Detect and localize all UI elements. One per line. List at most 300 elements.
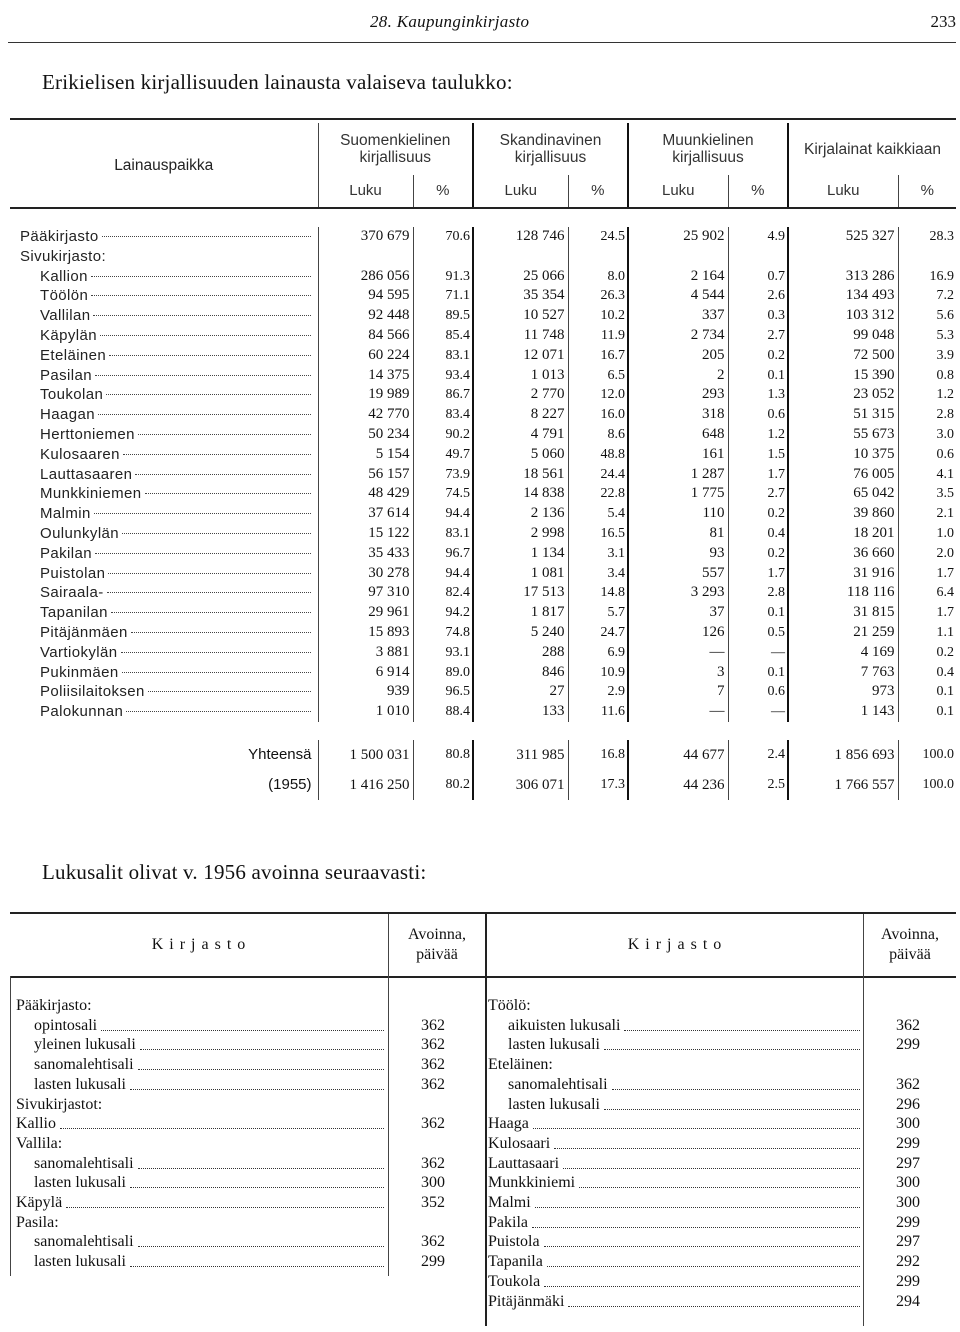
luku-cell: 31 916 <box>788 564 898 584</box>
pct-cell: 0.7 <box>728 267 788 287</box>
pct-cell: 91.3 <box>413 267 473 287</box>
leader-dots <box>533 1114 860 1129</box>
luku-cell: 18 561 <box>473 465 568 485</box>
place-name <box>10 445 318 465</box>
col-open-days-header-right <box>864 914 956 976</box>
luku-cell: 4 169 <box>788 643 898 663</box>
leader-dots <box>138 1232 384 1247</box>
table-row <box>10 544 956 564</box>
place-label: Sivukirjasto: <box>20 247 107 265</box>
pct-cell: 24.5 <box>568 227 628 247</box>
leader-dots <box>131 631 311 633</box>
pct-cell: 5.4 <box>568 504 628 524</box>
leader-dots <box>554 1134 860 1149</box>
luku-cell <box>318 247 413 267</box>
pct-cell: 89.5 <box>413 306 473 326</box>
luku-cell: 15 893 <box>318 623 413 643</box>
place-name <box>10 366 318 386</box>
leader-dots <box>130 1173 384 1188</box>
lending-table-body <box>10 208 956 800</box>
col-luku-header: Luku <box>788 175 898 208</box>
list-item-label: Munkkiniemi <box>488 1174 576 1192</box>
luku-cell: 286 056 <box>318 267 413 287</box>
place-name <box>10 623 318 643</box>
pct-cell <box>728 247 788 267</box>
luku-cell: 3 <box>628 663 728 683</box>
leader-dots <box>66 1193 384 1208</box>
pct-cell: 74.8 <box>413 623 473 643</box>
leader-dots <box>107 591 311 593</box>
pct-cell: 2.7 <box>728 484 788 504</box>
list-item-label: lasten lukusali <box>34 1253 126 1271</box>
list-item-label: Käpylä <box>16 1194 63 1211</box>
open-days-line2: päivää <box>416 946 458 963</box>
leader-dots <box>612 1075 860 1090</box>
luku-cell: 25 902 <box>628 227 728 247</box>
place-name <box>10 326 318 346</box>
luku-cell: 4 544 <box>628 286 728 306</box>
place-label: Palokunnan <box>40 703 124 721</box>
list-item-label: sanomalehtisali <box>508 1075 608 1093</box>
t2-divider <box>863 976 864 1326</box>
luku-cell: 128 746 <box>473 227 568 247</box>
luku-cell: 110 <box>628 504 728 524</box>
place-name <box>10 465 318 485</box>
pct-cell: 2.0 <box>936 545 955 561</box>
pct-cell: 3.5 <box>936 486 955 502</box>
list-item-label: Vallila: <box>16 1134 63 1152</box>
leader-dots <box>624 1016 860 1031</box>
pct-cell: 8.0 <box>568 267 628 287</box>
pct-cell: 1.7 <box>936 565 955 581</box>
luku-cell: 1 143 <box>788 702 898 722</box>
table-row <box>10 306 956 326</box>
pct-cell: 89.0 <box>413 663 473 683</box>
table1-heading: Erikielisen kirjallisuuden lainausta valaiseva taulukko: <box>42 70 513 94</box>
table-row <box>10 484 956 504</box>
luku-cell: 44 677 <box>628 740 728 770</box>
list-item-label: Sivukirjastot: <box>16 1095 103 1113</box>
leader-dots <box>148 690 311 692</box>
pct-cell: 2.6 <box>728 286 788 306</box>
col-group-scandinavian: Skandinavinen kirjallisuus <box>473 123 628 175</box>
leader-dots <box>579 1173 860 1188</box>
place-label: Pitäjänmäen <box>40 623 128 641</box>
table-row <box>10 385 956 405</box>
pct-cell: 3.9 <box>936 347 955 363</box>
luku-cell: 30 278 <box>318 564 413 584</box>
pct-cell: 16.9 <box>929 268 955 284</box>
pct-cell: 0.1 <box>936 704 955 720</box>
place-label: Malmin <box>40 505 91 523</box>
luku-cell: 60 224 <box>318 346 413 366</box>
pct-cell: 6.4 <box>936 585 955 601</box>
luku-cell: 76 005 <box>788 465 898 485</box>
t2-divider <box>485 976 487 1326</box>
luku-cell: 27 <box>473 682 568 702</box>
pct-cell: — <box>728 702 788 722</box>
leader-dots <box>123 453 311 455</box>
luku-cell: 648 <box>628 425 728 445</box>
leader-dots <box>121 651 311 653</box>
open-days-line2: päivää <box>889 946 931 963</box>
luku-cell: 51 315 <box>788 405 898 425</box>
table1-top-rule <box>10 118 956 120</box>
col-pct-header: % <box>728 175 788 208</box>
leader-dots <box>544 1272 860 1287</box>
place-label: Töölön <box>40 287 89 305</box>
table-row <box>10 405 956 425</box>
luku-cell: 103 312 <box>788 306 898 326</box>
leader-dots <box>93 314 311 316</box>
open-days-value: 299 <box>896 1134 920 1152</box>
luku-cell: 133 <box>473 702 568 722</box>
place-name <box>10 682 318 702</box>
list-item-label: lasten lukusali <box>508 1036 600 1054</box>
header-rule <box>8 42 956 43</box>
place-label: Vallilan <box>40 307 91 325</box>
pct-cell: 94.2 <box>413 603 473 623</box>
place-label: Munkkiniemen <box>40 485 142 503</box>
pct-cell <box>568 247 628 267</box>
luku-cell: 161 <box>628 445 728 465</box>
list-item-label: lasten lukusali <box>34 1075 126 1093</box>
luku-cell: 94 595 <box>318 286 413 306</box>
pct-cell: 16.8 <box>568 740 628 770</box>
place-name <box>10 346 318 366</box>
luku-cell: 1 817 <box>473 603 568 623</box>
pct-cell: 0.2 <box>728 504 788 524</box>
leader-dots <box>106 393 311 395</box>
luku-cell: 1 775 <box>628 484 728 504</box>
leader-dots <box>138 433 311 435</box>
pct-cell: 2.8 <box>936 407 955 423</box>
luku-cell: 5 154 <box>318 445 413 465</box>
place-label: Pakilan <box>40 544 92 562</box>
leader-dots <box>604 1035 860 1050</box>
luku-cell: 97 310 <box>318 583 413 603</box>
luku-cell: 15 122 <box>318 524 413 544</box>
luku-cell: 29 961 <box>318 603 413 623</box>
leader-dots <box>547 1252 860 1267</box>
place-name <box>10 643 318 663</box>
luku-cell: 2 136 <box>473 504 568 524</box>
luku-cell: 37 <box>628 603 728 623</box>
table-row <box>10 247 956 267</box>
place-label: Toukolan <box>40 386 104 404</box>
luku-cell: 35 354 <box>473 286 568 306</box>
pct-cell: 6.5 <box>568 366 628 386</box>
col-luku-header: Luku <box>473 175 568 208</box>
luku-cell: 2 770 <box>473 385 568 405</box>
lending-table <box>10 123 956 800</box>
leader-dots <box>122 532 311 534</box>
pct-cell: 5.7 <box>568 603 628 623</box>
pct-cell: 0.4 <box>728 524 788 544</box>
luku-cell: 2 734 <box>628 326 728 346</box>
table-row <box>10 465 956 485</box>
table-row <box>10 643 956 663</box>
table-row <box>10 663 956 683</box>
luku-cell: 118 116 <box>788 583 898 603</box>
pct-cell: 24.7 <box>568 623 628 643</box>
place-label: Vartiokylän <box>40 643 118 661</box>
luku-cell: 846 <box>473 663 568 683</box>
pct-cell: 48.8 <box>568 445 628 465</box>
luku-cell: 306 071 <box>473 770 568 800</box>
luku-cell: 17 513 <box>473 583 568 603</box>
col-luku-header: Luku <box>628 175 728 208</box>
pct-cell: 3.4 <box>568 564 628 584</box>
pct-cell: 1.7 <box>728 564 788 584</box>
pct-cell: 0.1 <box>728 366 788 386</box>
place-label: Pääkirjasto <box>20 228 99 245</box>
luku-cell: 525 327 <box>788 227 898 247</box>
luku-cell: 12 071 <box>473 346 568 366</box>
list-item-label: opintosali <box>34 1016 98 1034</box>
leader-dots <box>101 1016 384 1031</box>
leader-dots <box>111 611 311 613</box>
open-days-value: 300 <box>896 1174 920 1192</box>
luku-cell: 37 614 <box>318 504 413 524</box>
luku-cell: 65 042 <box>788 484 898 504</box>
place-label: Sairaala- <box>40 584 104 602</box>
spacer-row <box>10 722 956 740</box>
luku-cell: 44 236 <box>628 770 728 800</box>
table-row <box>10 623 956 643</box>
leader-dots <box>130 1075 384 1090</box>
pct-cell: 93.4 <box>413 366 473 386</box>
luku-cell: 1 766 557 <box>788 770 898 800</box>
luku-cell: — <box>628 643 728 663</box>
place-name <box>10 504 318 524</box>
open-days-value: 299 <box>896 1272 920 1290</box>
pct-cell: 17.3 <box>568 770 628 800</box>
list-item-label: Pasila: <box>16 1213 59 1231</box>
pct-cell: 1.7 <box>728 465 788 485</box>
total-label: Yhteensä <box>10 740 318 770</box>
leader-dots <box>60 1114 384 1129</box>
list-item-label: Töölö: <box>488 997 531 1014</box>
pct-cell: 0.8 <box>936 367 955 383</box>
luku-cell: 1 287 <box>628 465 728 485</box>
list-item-label: yleinen lukusali <box>34 1036 136 1054</box>
col-group-other: Muunkielinen kirjallisuus <box>628 123 788 175</box>
pct-cell: 28.3 <box>929 229 955 244</box>
list-item-label: Kulosaari <box>488 1134 551 1152</box>
pct-cell: 5.6 <box>936 308 955 324</box>
luku-cell: 6 914 <box>318 663 413 683</box>
luku-cell: 50 234 <box>318 425 413 445</box>
table-row <box>10 366 956 386</box>
luku-cell: 5 240 <box>473 623 568 643</box>
list-item-label: lasten lukusali <box>508 1095 600 1113</box>
pct-cell: 26.3 <box>568 286 628 306</box>
pct-cell: 0.2 <box>728 544 788 564</box>
leader-dots <box>122 671 311 673</box>
pct-cell: 0.4 <box>936 664 955 680</box>
col-open-days-header-left <box>389 914 487 976</box>
pct-cell: 16.5 <box>568 524 628 544</box>
pct-cell: 96.5 <box>413 682 473 702</box>
luku-cell: 1 081 <box>473 564 568 584</box>
col-luku-header: Luku <box>318 175 413 208</box>
pct-cell: 1.7 <box>936 605 955 621</box>
luku-cell: — <box>628 702 728 722</box>
luku-cell: 3 293 <box>628 583 728 603</box>
pct-cell: 86.7 <box>413 385 473 405</box>
place-name <box>10 544 318 564</box>
open-days-value: 299 <box>896 1213 920 1231</box>
table-row <box>10 702 956 722</box>
open-days-value: 294 <box>896 1292 920 1310</box>
pct-cell: 2.1 <box>936 506 955 522</box>
place-name <box>10 663 318 683</box>
pct-cell: 100.0 <box>922 776 955 792</box>
pct-cell: 7.2 <box>936 288 955 304</box>
place-label: Eteläinen <box>40 346 107 364</box>
luku-cell: 311 985 <box>473 740 568 770</box>
t2-divider <box>10 976 11 1276</box>
pct-cell: 3.1 <box>568 544 628 564</box>
list-item-label: Toukola <box>488 1272 541 1290</box>
luku-cell: 14 838 <box>473 484 568 504</box>
pct-cell: 71.1 <box>413 286 473 306</box>
open-days-line1: Avoinna, <box>881 926 939 943</box>
pct-cell: 4.1 <box>936 466 955 482</box>
pct-cell: 80.2 <box>413 770 473 800</box>
luku-cell: 205 <box>628 346 728 366</box>
luku-cell: 36 660 <box>788 544 898 564</box>
luku-cell: 35 433 <box>318 544 413 564</box>
pct-cell: 0.6 <box>936 446 955 462</box>
pct-cell: 83.1 <box>413 524 473 544</box>
luku-cell: 973 <box>788 682 898 702</box>
pct-cell <box>413 247 473 267</box>
list-item-label: Tapanila <box>488 1253 543 1271</box>
pct-cell: 94.4 <box>413 504 473 524</box>
pct-cell: 1.3 <box>728 385 788 405</box>
list-item-label: Puistola <box>488 1233 540 1251</box>
pct-cell: 88.4 <box>413 702 473 722</box>
pct-cell: 0.6 <box>728 682 788 702</box>
place-label: Tapanilan <box>40 604 108 622</box>
table-row <box>10 346 956 366</box>
pct-cell: 5.3 <box>936 327 955 343</box>
luku-cell: 18 201 <box>788 524 898 544</box>
pct-cell: 22.8 <box>568 484 628 504</box>
table-row <box>10 326 956 346</box>
total-row <box>10 740 956 770</box>
list-item-label: Pääkirjasto: <box>16 997 92 1014</box>
open-days-value: 297 <box>896 1154 920 1172</box>
list-item-label: Kallio <box>16 1115 56 1133</box>
pct-cell: 0.1 <box>728 663 788 683</box>
open-days-value: 352 <box>421 1194 445 1211</box>
open-days-value: 362 <box>421 1115 445 1133</box>
pct-cell: 2.7 <box>728 326 788 346</box>
leader-dots <box>138 1154 384 1169</box>
pct-cell: 73.9 <box>413 465 473 485</box>
open-days-value: 362 <box>421 1075 445 1093</box>
pct-cell: 82.4 <box>413 583 473 603</box>
luku-cell: 11 748 <box>473 326 568 346</box>
place-label: Käpylän <box>40 326 98 344</box>
list-item-label: Malmi <box>488 1194 531 1211</box>
pct-cell: 1.2 <box>728 425 788 445</box>
luku-cell: 10 375 <box>788 445 898 465</box>
table-row <box>10 564 956 584</box>
col-library-header-right: K i r j a s t o <box>487 914 864 976</box>
place-name <box>10 227 318 247</box>
open-days-value: 300 <box>421 1174 445 1192</box>
pct-cell: 1.2 <box>936 387 955 403</box>
open-days-value: 362 <box>421 1036 445 1054</box>
pct-cell: 80.8 <box>413 740 473 770</box>
open-days-value: 292 <box>896 1253 920 1271</box>
place-name <box>10 267 318 287</box>
list-item-label: Haaga <box>488 1115 529 1133</box>
table-row <box>10 286 956 306</box>
pct-cell: 0.2 <box>728 346 788 366</box>
luku-cell: 93 <box>628 544 728 564</box>
list-item-label: sanomalehtisali <box>34 1233 134 1251</box>
list-item-label: sanomalehtisali <box>34 1154 134 1172</box>
pct-cell: 6.9 <box>568 643 628 663</box>
pct-cell: 10.2 <box>568 306 628 326</box>
luku-cell: 23 052 <box>788 385 898 405</box>
luku-cell: 1 010 <box>318 702 413 722</box>
open-days-value: 297 <box>896 1233 920 1251</box>
open-days-value: 300 <box>896 1115 920 1133</box>
leader-dots <box>563 1154 860 1169</box>
col-group-finnish: Suomenkielinen kirjallisuus <box>318 123 473 175</box>
table-row <box>10 524 956 544</box>
open-days-value: 362 <box>421 1233 445 1251</box>
luku-cell: 1 013 <box>473 366 568 386</box>
col-pct-header: % <box>413 175 473 208</box>
leader-dots <box>130 1252 384 1267</box>
table-row <box>10 583 956 603</box>
place-name <box>10 564 318 584</box>
pct-cell: 2.8 <box>728 583 788 603</box>
table-row <box>10 504 956 524</box>
place-name <box>10 524 318 544</box>
reading-rooms-header <box>10 912 956 978</box>
pct-cell: 24.4 <box>568 465 628 485</box>
col-library-header-left: K i r j a s t o <box>10 914 389 976</box>
luku-cell: 7 <box>628 682 728 702</box>
pct-cell: 74.5 <box>413 484 473 504</box>
open-days-value: 299 <box>896 1036 920 1054</box>
place-name <box>10 583 318 603</box>
leader-dots <box>138 1055 384 1070</box>
leader-dots <box>568 1292 860 1307</box>
luku-cell: 31 815 <box>788 603 898 623</box>
table2-heading: Lukusalit olivat v. 1956 avoinna seuraavasti: <box>42 860 427 884</box>
place-name <box>10 603 318 623</box>
place-label: Puistolan <box>40 564 106 582</box>
open-days-value: 362 <box>896 1075 920 1093</box>
luku-cell: 84 566 <box>318 326 413 346</box>
pct-cell: 10.9 <box>568 663 628 683</box>
luku-cell: 7 763 <box>788 663 898 683</box>
leader-dots <box>100 334 311 336</box>
pct-cell: 0.6 <box>728 405 788 425</box>
place-name <box>10 425 318 445</box>
place-name <box>10 247 318 267</box>
pct-cell: 1.1 <box>936 624 955 640</box>
